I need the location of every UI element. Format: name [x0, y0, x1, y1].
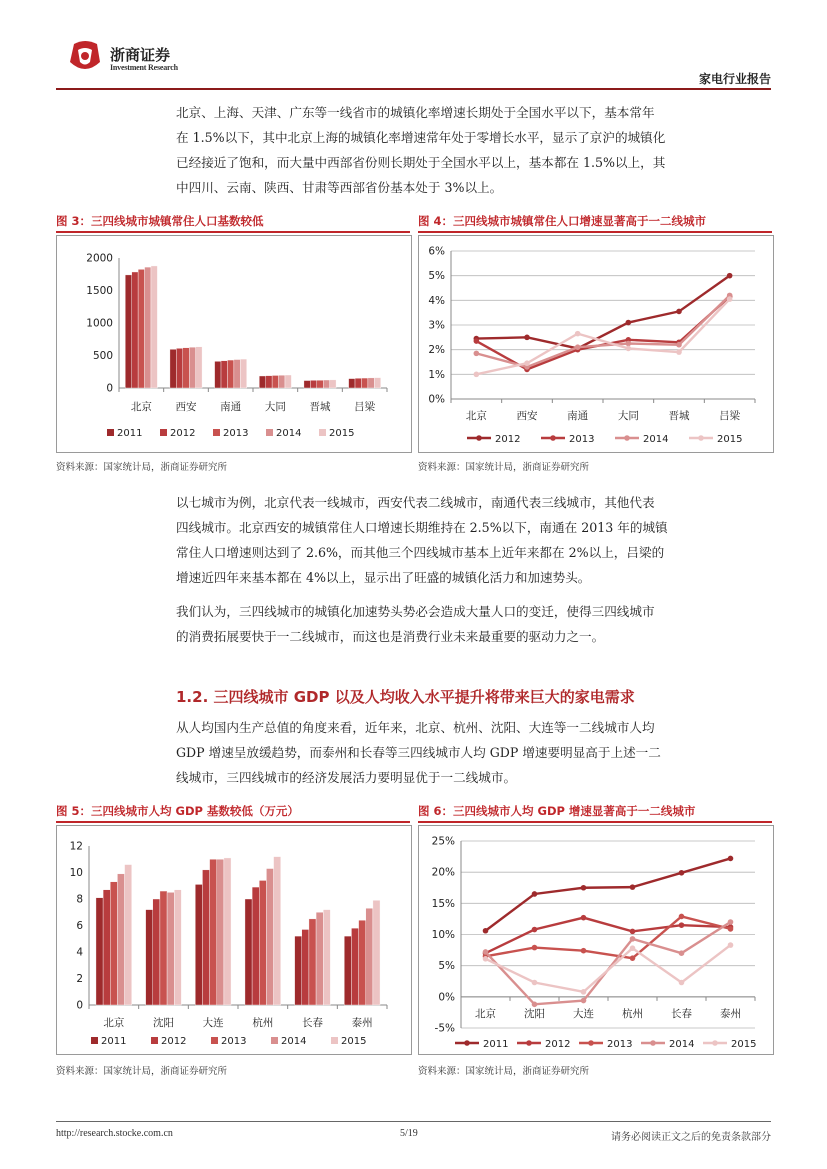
- text-line: 已经接近了饱和，而大量中西部省份则长期处于全国水平以上，基本都在 1.5%以上，其: [176, 155, 666, 170]
- text-line: 常住人口增速则达到了 2.6%，而其他三个四线城市基本上近年来都在 2%以上，吕梁的: [176, 545, 665, 560]
- data-point: [630, 929, 636, 935]
- data-point: [728, 942, 734, 948]
- data-point: [676, 309, 682, 315]
- x-tick-label: 长春: [302, 1017, 323, 1029]
- figure-3-svg: [57, 236, 411, 452]
- x-tick-label: 西安: [516, 410, 538, 422]
- figure-5-title: 图 5：三四线城市人均 GDP 基数较低（万元）: [56, 804, 299, 818]
- x-tick-label: 北京: [130, 401, 152, 413]
- data-point: [581, 948, 587, 954]
- data-point: [679, 922, 685, 928]
- legend-label: 2015: [731, 1039, 757, 1050]
- y-tick-label: 0: [106, 382, 113, 395]
- x-tick-label: 泰州: [351, 1017, 373, 1029]
- x-tick-label: 北京: [103, 1017, 125, 1029]
- figure-4-svg: [419, 236, 773, 452]
- x-tick-label: 大同: [264, 401, 286, 413]
- paragraph-1: [176, 100, 772, 200]
- bar: [153, 899, 160, 1005]
- logo-text: 浙商证券: [110, 46, 171, 64]
- bar: [304, 381, 310, 388]
- legend-label: 2012: [545, 1039, 571, 1050]
- data-point: [581, 915, 587, 921]
- y-tick-label: 8: [76, 893, 83, 906]
- bar: [295, 936, 302, 1005]
- bar: [146, 910, 153, 1005]
- data-point: [575, 344, 581, 350]
- legend-label: 2012: [170, 428, 196, 439]
- data-point: [630, 936, 636, 942]
- x-tick-label: 晋城: [309, 401, 331, 413]
- bar: [366, 908, 373, 1005]
- data-point: [679, 950, 685, 956]
- legend-label: 2011: [117, 428, 143, 439]
- figure-4-chart: [418, 235, 774, 453]
- bar: [359, 920, 366, 1005]
- figure-5-rule: [56, 821, 410, 823]
- legend-marker: [526, 1040, 532, 1046]
- bar: [309, 919, 316, 1005]
- bar: [310, 380, 316, 388]
- y-tick-label: 500: [92, 350, 113, 362]
- data-point: [676, 349, 682, 355]
- y-tick-label: 15%: [431, 897, 455, 910]
- figure-6-svg: [419, 826, 773, 1054]
- y-tick-label: 2: [76, 973, 83, 985]
- footer-url[interactable]: http://research.stocke.com.cn: [56, 1128, 173, 1139]
- x-tick-label: 大连: [202, 1017, 224, 1029]
- legend-marker: [712, 1040, 718, 1046]
- data-point: [727, 273, 733, 279]
- figure-3-source: 资料来源：国家统计局，浙商证券研究所: [56, 462, 228, 473]
- logo-icon: [66, 40, 104, 74]
- y-tick-label: 0: [76, 999, 83, 1012]
- y-tick-label: 25%: [431, 835, 455, 848]
- bar: [349, 379, 355, 388]
- text-line: 我们认为，三四线城市的城镇化加速势头势必会造成大量人口的变迁，使得三四线城市: [176, 604, 655, 619]
- figure-5-chart: [56, 825, 412, 1055]
- data-point: [626, 341, 632, 347]
- legend-label: 2014: [643, 434, 669, 445]
- data-point: [581, 998, 587, 1004]
- figure-3-rule: [56, 231, 410, 233]
- legend-swatch: [160, 429, 167, 436]
- data-point: [474, 372, 480, 378]
- data-point: [728, 926, 734, 932]
- legend-marker: [624, 435, 630, 441]
- bar: [252, 887, 259, 1005]
- report-type: 家电行业报告: [698, 72, 771, 86]
- figure-6-title: 图 6：三四线城市人均 GDP 增速显著高于一二线城市: [418, 804, 696, 818]
- y-tick-label: 2%: [428, 344, 445, 357]
- bar: [221, 361, 227, 388]
- bar: [234, 360, 240, 388]
- data-point: [532, 980, 538, 986]
- data-point: [524, 335, 530, 341]
- bar: [227, 360, 233, 388]
- bar: [145, 267, 151, 388]
- figure-6-chart: [418, 825, 774, 1055]
- bar: [167, 892, 174, 1005]
- x-tick-label: 晋城: [668, 410, 690, 422]
- legend-swatch: [266, 429, 273, 436]
- x-tick-label: 沈阳: [524, 1008, 545, 1020]
- bar: [183, 348, 189, 388]
- x-tick-label: 大连: [573, 1008, 594, 1020]
- bar: [202, 870, 209, 1005]
- legend-swatch: [319, 429, 326, 436]
- bar: [317, 380, 323, 388]
- data-point: [483, 928, 489, 934]
- y-tick-label: 2000: [86, 252, 113, 265]
- data-point: [581, 885, 587, 891]
- text-line: 以七城市为例，北京代表一线城市，西安代表二线城市，南通代表三线城市，其他代表: [176, 495, 655, 510]
- bar: [279, 375, 285, 388]
- data-point: [532, 927, 538, 933]
- x-tick-label: 北京: [475, 1008, 496, 1020]
- legend-label: 2014: [281, 1036, 307, 1047]
- bar: [351, 928, 358, 1005]
- data-point: [630, 945, 636, 951]
- bar: [125, 865, 132, 1005]
- logo-subtext: Investment Research: [110, 63, 178, 72]
- bar: [373, 900, 380, 1005]
- y-tick-label: 6: [76, 920, 83, 932]
- legend-label: 2013: [569, 434, 595, 445]
- y-tick-label: 5%: [438, 960, 455, 973]
- legend-marker: [476, 435, 482, 441]
- legend-label: 2014: [276, 428, 302, 439]
- figure-4-rule: [418, 231, 772, 233]
- bar: [224, 858, 231, 1005]
- bar: [103, 890, 110, 1005]
- paragraph-4: [176, 715, 772, 790]
- y-tick-label: 3%: [428, 319, 445, 332]
- x-tick-label: 杭州: [622, 1008, 643, 1020]
- bar: [266, 376, 272, 388]
- data-point: [630, 884, 636, 890]
- data-point: [483, 949, 489, 955]
- legend-swatch: [271, 1037, 278, 1044]
- bar: [174, 890, 181, 1005]
- legend-swatch: [331, 1037, 338, 1044]
- y-tick-label: 0%: [428, 393, 445, 406]
- text-line: 北京、上海、天津、广东等一线省市的城镇化率增速长期处于全国水平以下，基本常年: [176, 105, 655, 120]
- figure-3-chart: [56, 235, 412, 453]
- figure-6-rule: [418, 821, 772, 823]
- bar: [316, 912, 323, 1005]
- series-line: [476, 295, 729, 367]
- text-line: 在 1.5%以下，其中北京上海的城镇化率增速常年处于零增长水平，显示了京沪的城镇化: [176, 130, 666, 145]
- bar: [302, 929, 309, 1005]
- bar: [132, 272, 138, 388]
- x-tick-label: 吕梁: [719, 410, 741, 422]
- legend-label: 2013: [223, 428, 249, 439]
- legend-label: 2014: [669, 1039, 695, 1050]
- bar: [215, 361, 221, 388]
- y-tick-label: 12: [69, 840, 83, 853]
- bar: [217, 859, 224, 1005]
- bar: [195, 884, 202, 1005]
- x-tick-label: 北京: [465, 410, 487, 422]
- bar: [117, 874, 124, 1005]
- x-tick-label: 西安: [175, 401, 197, 413]
- bar: [266, 869, 273, 1005]
- legend-label: 2011: [101, 1036, 127, 1047]
- legend-marker: [464, 1040, 470, 1046]
- bar: [272, 375, 278, 388]
- bar: [189, 347, 195, 388]
- data-point: [626, 346, 632, 352]
- legend-label: 2013: [221, 1036, 247, 1047]
- figure-6-source: 资料来源：国家统计局，浙商证券研究所: [418, 1066, 590, 1077]
- bar: [259, 880, 266, 1005]
- legend-marker: [698, 435, 704, 441]
- text-line: GDP 增速呈放缓趋势，而泰州和长春等三四线城市人均 GDP 增速要明显高于上述一二: [176, 745, 661, 760]
- data-point: [474, 351, 480, 357]
- y-tick-label: 4: [76, 946, 83, 959]
- legend-label: 2013: [607, 1039, 633, 1050]
- x-tick-label: 大同: [617, 410, 639, 422]
- bar: [323, 380, 329, 388]
- text-line: 四线城市。北京西安的城镇常住人口增速长期维持在 2.5%以下，南通在 2013 年的城镇: [176, 520, 668, 535]
- bar: [330, 380, 336, 388]
- figure-4-source: 资料来源：国家统计局，浙商证券研究所: [418, 462, 590, 473]
- data-point: [626, 320, 632, 326]
- data-point: [532, 891, 538, 897]
- y-tick-label: 1000: [86, 317, 113, 330]
- bar: [361, 378, 367, 388]
- bar: [125, 275, 131, 388]
- header-rule: [56, 88, 771, 90]
- bar: [245, 899, 252, 1005]
- data-point: [474, 338, 480, 344]
- legend-label: 2015: [329, 428, 355, 439]
- legend-label: 2012: [495, 434, 521, 445]
- figure-3-title: 图 3：三四线城市城镇常住人口基数较低: [56, 214, 264, 228]
- bar: [151, 266, 157, 388]
- data-point: [532, 1002, 538, 1008]
- y-tick-label: 5%: [428, 270, 445, 283]
- data-point: [581, 989, 587, 995]
- bar: [368, 378, 374, 388]
- legend-marker: [550, 435, 556, 441]
- bar: [274, 857, 281, 1005]
- figure-4-title: 图 4：三四线城市城镇常住人口增速显著高于一二线城市: [418, 214, 707, 228]
- legend-swatch: [107, 429, 114, 436]
- y-tick-label: 1500: [86, 285, 113, 297]
- bar: [285, 375, 291, 388]
- bar: [160, 891, 167, 1005]
- data-point: [532, 945, 538, 951]
- bar: [196, 347, 202, 388]
- text-line: 中四川、云南、陕西、甘肃等西部省份基本处于 3%以上。: [176, 180, 503, 195]
- legend-label: 2011: [483, 1039, 509, 1050]
- footer-rule: [56, 1121, 771, 1122]
- legend-label: 2015: [717, 434, 743, 445]
- series-line: [486, 918, 731, 954]
- paragraph-2: [176, 490, 772, 590]
- legend-swatch: [151, 1037, 158, 1044]
- figure-5-source: 资料来源：国家统计局，浙商证券研究所: [56, 1066, 228, 1077]
- page-number: 5/19: [400, 1128, 418, 1139]
- bar: [210, 859, 217, 1005]
- series-line: [486, 916, 731, 958]
- y-tick-label: 1%: [428, 368, 445, 381]
- bar: [176, 348, 182, 388]
- bar: [240, 359, 246, 388]
- data-point: [727, 296, 733, 302]
- y-tick-label: 10%: [431, 929, 455, 941]
- data-point: [728, 919, 734, 925]
- x-tick-label: 杭州: [252, 1017, 274, 1029]
- footer-disclaimer: 请务必阅读正文之后的免责条款部分: [611, 1132, 771, 1143]
- bar: [170, 349, 176, 388]
- bar: [355, 378, 361, 388]
- x-tick-label: 南通: [220, 401, 242, 413]
- data-point: [483, 956, 489, 962]
- data-point: [679, 980, 685, 986]
- bar: [138, 269, 144, 388]
- y-tick-label: 4%: [428, 294, 445, 307]
- data-point: [679, 914, 685, 920]
- bar: [259, 376, 265, 388]
- text-line: 线城市，三四线城市的经济发展活力要明显优于一二线城市。: [176, 770, 517, 785]
- x-tick-label: 沈阳: [153, 1017, 174, 1029]
- data-point: [679, 870, 685, 876]
- section-title: 1.2. 三四线城市 GDP 以及人均收入水平提升将带来巨大的家电需求: [176, 688, 635, 706]
- y-tick-label: 10: [69, 867, 83, 879]
- legend-swatch: [211, 1037, 218, 1044]
- data-point: [728, 856, 734, 862]
- figure-5-svg: [57, 826, 411, 1054]
- paragraph-3: [176, 599, 772, 649]
- legend-swatch: [91, 1037, 98, 1044]
- text-line: 从人均国内生产总值的角度来看，近年来，北京、杭州、沈阳、大连等一二线城市人均: [176, 720, 655, 735]
- data-point: [630, 955, 636, 961]
- y-tick-label: 6%: [428, 245, 445, 258]
- legend-marker: [650, 1040, 656, 1046]
- bar: [96, 898, 103, 1005]
- bar: [374, 378, 380, 388]
- bar: [344, 936, 351, 1005]
- x-tick-label: 南通: [567, 410, 589, 422]
- bar: [110, 882, 117, 1005]
- x-tick-label: 泰州: [720, 1008, 741, 1020]
- data-point: [524, 360, 530, 366]
- legend-label: 2015: [341, 1036, 367, 1047]
- text-line: 的消费拓展要快于一二线城市，而这也是消费行业未来最重要的驱动力之一。: [176, 629, 605, 644]
- y-tick-label: 0%: [438, 991, 455, 1004]
- data-point: [676, 342, 682, 348]
- text-line: 增速近四年来基本都在 4%以上，显示出了旺盛的城镇化活力和加速势头。: [176, 570, 591, 585]
- legend-label: 2012: [161, 1036, 187, 1047]
- bar: [323, 910, 330, 1005]
- x-tick-label: 吕梁: [354, 401, 376, 413]
- x-tick-label: 长春: [671, 1008, 692, 1020]
- y-tick-label: 20%: [431, 866, 455, 879]
- y-tick-label: -5%: [434, 1022, 455, 1035]
- series-line: [486, 945, 731, 992]
- data-point: [575, 331, 581, 337]
- legend-swatch: [213, 429, 220, 436]
- legend-marker: [588, 1040, 594, 1046]
